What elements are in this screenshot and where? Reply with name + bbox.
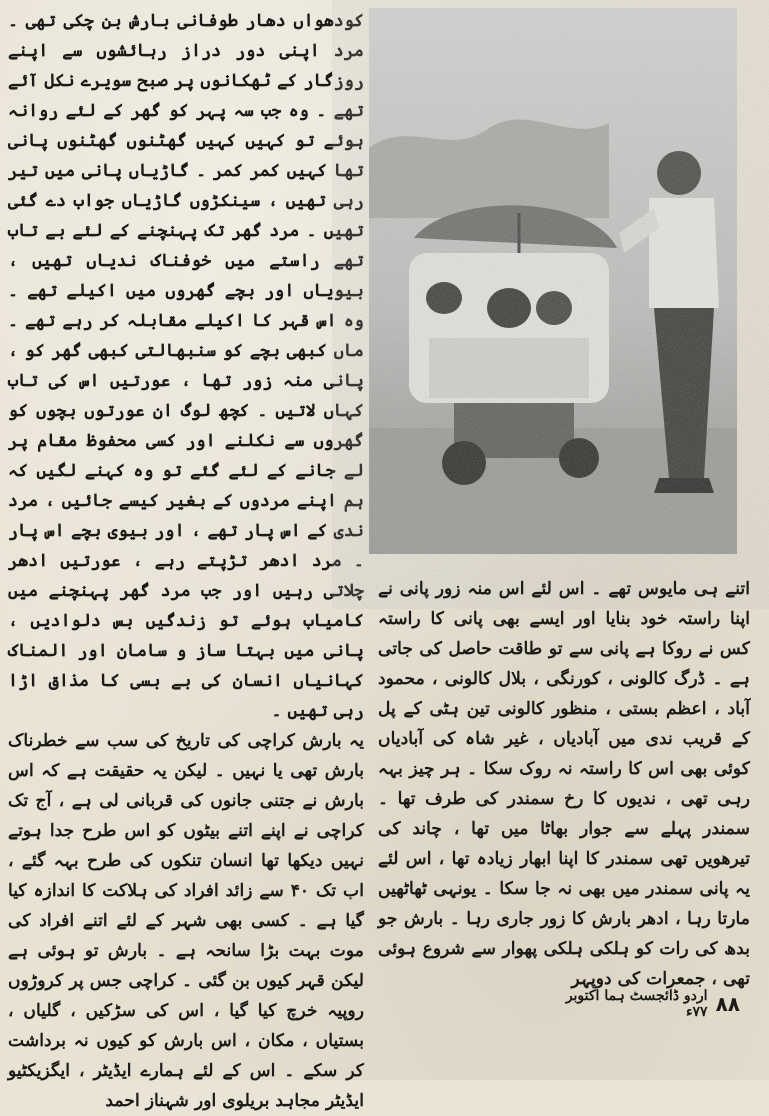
article-paragraph: یہ بارش کراچی کی تاریخ کی سب سے خطرناک بارش تھی یا نہیں ۔ لیکن یہ حقیقت ہے کہ اس بارش نے جتنی جانوں کی قربانی لی ہے ، آج تک کراچی نے اپنے اتنے بیٹوں کو اس طرح جدا ہوتے نہیں دیکھا تھا انسان تنکوں کی طرح بہہ گئے ، اب تک ۴۰ سے زائد افراد کی ہلاکت کا اندازہ کیا گیا ہے ۔ کسی بھی شہر کے لئے اتنے افراد کی موت بہت بڑا سانحہ ہے ۔ بارش تو ہوئی ہے لیکن قہر کیوں بن گئی ۔ کراچی جس پر کروڑوں روپیہ خرچ کیا گیا ، اس کی سڑکیں ، گلیاں ، بستیاں ، مکان ، اس بارش کو کیوں نہ برداشت کر سکے ۔ اس کے لئے ہمارے ایڈیٹر ، ایگزیکٹیو ایڈیٹر مجاہد بریلوی اور شہناز احمد bbox=[8, 731, 364, 1111]
page-footer bbox=[560, 990, 740, 1018]
magazine-issue-label: اردو ڈائجسٹ ہما اکتوبر ۷۷ء bbox=[565, 988, 708, 1020]
article-paragraph: اتنے ہی مایوس تھے ۔ اس لئے اس منہ زور پانی نے اپنا راستہ خود بنایا اور ایسے بھی پانی کا راستہ کس نے روکا ہے پانی سے تو طاقت حاصل کی جاتی ہے ۔ ڈرگ کالونی ، کورنگی ، بلال کالونی ، محمود آباد ، اعظم بستی ، منظور کالونی تین ہٹی کے پل کے قریب ندی میں آبادیاں ، غیر شاہ کی آبادیاں کوئی بھی اس کا راستہ نہ روک سکا ۔ ہر چیز بہہ رہی تھی ، ندیوں کا رخ سمندر کی طرف تھا ۔ سمندر پہلے سے جوار بھاٹا میں تھا ، چاند کی تیرھویں تھی سمندر کا اپنا ابھار زیادہ تھا ، اس لئے یہ پانی سمندر میں بھی نہ جا سکا ۔ یونہی ٹھاٹھیں مارتا رہا ، ادھر بارش کا زور جاری رہا ۔ بارش جو بدھ کی رات کو ہلکی ہلکی پھوار سے شروع ہوئی تھی ، جمعرات کی دوپہر bbox=[378, 579, 750, 989]
page-number: ۸۸ bbox=[715, 992, 740, 1016]
flood-photo bbox=[369, 8, 737, 554]
flood-scene-image bbox=[369, 8, 737, 554]
article-left-column bbox=[8, 6, 364, 1111]
article-right-column bbox=[378, 574, 750, 992]
article-paragraph: کودھواں دھار طوفانی بارش بن چکی تھی ۔ مرد اپنی دور دراز رہائشوں سے اپنے روزگار کے ٹھکانوں پر صبح سویرے نکل آئے تھے ۔ وہ جب سہ پہر کو گھر کے لئے روانہ ہوئے تو کہیں کہیں گھٹنوں گھٹنوں پانی تھا کہیں کمر کمر ۔ گاڑیاں پانی میں تیر رہی تھیں ، سینکڑوں گاڑیاں جواب دے گئی تھیں ۔ مرد گھر تک پہنچنے کے لئے بے تاب تھے راستے میں خوفناک ندیاں تھیں ، بیویاں اور بچے گھروں میں اکیلے تھے ۔ وہ اس قہر کا اکیلے مقابلہ کر رہے تھے ۔ ماں کبھی بچے کو سنبھالتی کبھی گھر کو ، پانی منہ زور تھا ، عورتیں اس کی تاب کہاں لاتیں ۔ کچھ لوگ ان عورتوں بچوں کو گھروں سے نکلنے اور کسی محفوظ مقام پر لے جانے کے لئے گئے تو وہ کہنے لگیں کہ ہم اپنے مردوں کے بغیر کیسے جائیں ، مرد ندی کے اس پار تھے ، اور بیوی بچے اس پار ۔ مرد ادھر تڑپتے رہے ، عورتیں ادھر چلاتی رہیں اور جب مرد گھر پہنچنے میں کامیاب ہوئے تو زندگیں بس دلوادیں ، پانی میں بہتا ساز و سامان اور المناک کہانیاں انسان کی بے بسی کا مذاق اڑا رہی تھیں ۔ bbox=[8, 11, 364, 721]
